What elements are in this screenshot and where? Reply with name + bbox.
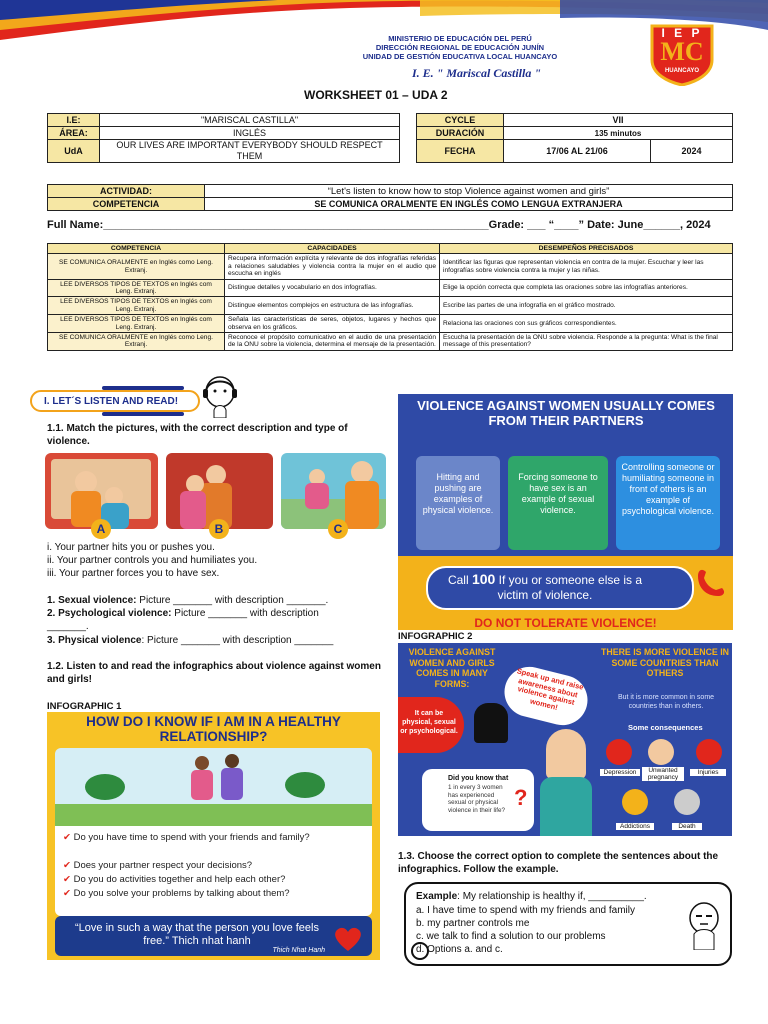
question-1-1	[47, 422, 382, 448]
section-banner-text: I. LET´S LISTEN AND READ!	[44, 396, 179, 407]
q12-text: Listen to and read the infographics about violence against women and girls!	[47, 661, 381, 685]
competence-value: SE COMUNICA ORALMENTE EN INGLÉS COMO LENGUA EXTRANJERA	[205, 198, 733, 211]
comp-cell: LEE DIVERSOS TIPOS DE TEXTOS en Inglés com Leng. Extranj.	[48, 279, 225, 297]
logo-top-text: I E P	[661, 26, 703, 40]
quote-signature: Thich Nhat Hanh	[272, 947, 325, 954]
performance-cell: Escucha la presentación de la ONU sobre violencia. Responde a la pregunta: What is the final message of this presentation?	[440, 333, 733, 351]
area-value: INGLÉS	[100, 127, 400, 140]
pregnancy-icon	[648, 739, 674, 765]
comp-header-competencia: COMPETENCIA	[48, 244, 225, 254]
poster-box-sexual: Forcing someone to have sex is an example of sexual violence.	[508, 456, 608, 550]
competency-table	[47, 243, 733, 351]
woman-body	[540, 777, 592, 836]
match-physical[interactable]	[47, 634, 377, 647]
regional-line: DIRECCIÓN REGIONAL DE EDUCACIÓN JUNÍN	[375, 43, 545, 52]
uda-label: UdA	[48, 140, 100, 163]
comp-cell: SE COMUNICA ORALMENTE en Inglés como Leng. Extranj.	[48, 333, 225, 351]
info-table-right	[416, 113, 733, 163]
table-row	[48, 279, 733, 297]
heart-icon	[333, 926, 363, 952]
school-name: I. E. " Mariscal Castilla "	[412, 66, 542, 80]
thinking-character-icon	[682, 900, 726, 950]
option-c[interactable]: c. we talk to find a solution to our problems	[416, 931, 606, 942]
year-value: 2024	[651, 140, 733, 163]
capacity-cell: Señala las características de seres, objetos, lugares y hechos que observa en los gráficos.	[225, 315, 440, 333]
injuries-icon	[696, 739, 722, 765]
headphones-character-icon	[200, 374, 240, 418]
table-row	[48, 315, 733, 333]
option-a[interactable]: a. I have time to spend with my friends and family	[416, 905, 635, 916]
comp-cell: LEE DIVERSOS TIPOS DE TEXTOS en Inglés com Leng. Extranj.	[48, 297, 225, 315]
comp-header-desempenos: DESEMPEÑOS PRECISADOS	[440, 244, 733, 254]
duration-value: 135 minutos	[504, 127, 733, 140]
quote-text: “Love in such a way that the person you love feels free.” Thich nhat hanh	[75, 922, 319, 947]
area-label: ÁREA:	[48, 127, 100, 140]
q11-text: Match the pictures, with the correct description and type of violence.	[47, 423, 348, 447]
depression-icon	[606, 739, 632, 765]
conseq-addictions: Addictions	[616, 823, 654, 830]
infographic-2-label: INFOGRAPHIC 2	[398, 631, 473, 642]
comp-header-capacidades: CAPACIDADES	[225, 244, 440, 254]
picture-label-b: B	[209, 519, 229, 539]
poster-footer: DO NOT TOLERATE VIOLENCE!	[474, 616, 657, 630]
question-1-2	[47, 660, 382, 686]
uda-value: OUR LIVES ARE IMPORTANT EVERYBODY SHOULD RESPECT THEM	[100, 140, 400, 163]
match-sexual[interactable]	[47, 594, 367, 607]
info-table-left	[47, 113, 400, 163]
performance-cell: Elige la opción correcta que completa las oraciones sobre las infografías anteriores.	[440, 279, 733, 297]
capacity-cell: Distingue elementos complejos en estructura de las infografías.	[225, 297, 440, 315]
infographic-2-right-title: THERE IS MORE VIOLENCE IN SOME COUNTRIES THAN OTHERS	[600, 647, 730, 678]
list-item: ✔ Does your partner respect your decisions?	[63, 860, 253, 871]
match-sexual-text: Picture _______ with description _______.	[136, 595, 329, 606]
comp-cell: SE COMUNICA ORALMENTE en Inglés como Leng. Extranj.	[48, 254, 225, 279]
cycle-label: CYCLE	[417, 114, 504, 127]
logo-mid-text: MC	[660, 37, 704, 66]
speech-bubble: Speak up and raise awareness about violence against women!	[499, 662, 593, 731]
capacity-cell: Distingue detalles y vocabulario en dos infografías.	[225, 279, 440, 297]
picture-b	[166, 453, 273, 529]
match-phys-text: : Picture _______ with description _______	[141, 635, 334, 646]
fecha-value: 17/06 AL 21/06	[504, 140, 651, 163]
infographic-1-scene	[55, 748, 372, 826]
match-psych-label: 2. Psychological violence:	[47, 608, 172, 619]
match-phys-label: 3. Physical violence	[47, 635, 142, 646]
q13-text: Choose the correct option to complete the sentences about the infographics. Follow the example.	[398, 851, 719, 875]
conseq-depression: Depression	[600, 769, 640, 776]
conseq-injuries: Injuries	[690, 769, 726, 776]
match-psych-text: Picture _______ with description _______.	[47, 608, 319, 632]
q13-number: 1.3.	[398, 851, 415, 862]
infographic-2-left-title: VIOLENCE AGAINST WOMEN AND GIRLS COMES IN MANY FORMS:	[408, 647, 496, 689]
q11-number: 1.1.	[47, 423, 64, 434]
competence-label: COMPETENCIA	[48, 198, 205, 211]
phone-icon	[692, 566, 726, 600]
ugel-line: UNIDAD DE GESTIÓN EDUCATIVA LOCAL HUANCAYO	[362, 52, 558, 61]
poster-call-box	[426, 566, 694, 610]
option-b[interactable]: b. my partner controls me	[416, 918, 530, 929]
full-name-line[interactable]: Full Name:_______________________________________________________________Grade: ___ “____” Date: June______, 2024	[47, 219, 711, 231]
death-icon	[674, 789, 700, 815]
violence-poster	[398, 394, 733, 630]
selected-option-circle	[411, 942, 429, 960]
performance-cell: Escribe las partes de una infografía en el gráfico mostrado.	[440, 297, 733, 315]
quote-box	[55, 916, 372, 956]
conseq-death: Death	[672, 823, 702, 830]
description-i: i. Your partner hits you or pushes you.	[47, 542, 215, 553]
list-item: ✔ Do you do activities together and help each other?	[63, 874, 286, 885]
did-you-know-box: Did you know that 1 in every 3 women has experienced sexual or physical violence in their life? ?	[422, 769, 534, 831]
consequences-title: Some consequences	[628, 723, 703, 732]
question-1-3	[398, 850, 733, 876]
ie-label: I.E:	[48, 114, 100, 127]
match-psychological[interactable]	[47, 607, 357, 633]
poster-title: VIOLENCE AGAINST WOMEN USUALLY COMES FROM THEIR PARTNERS	[417, 398, 715, 428]
description-iii: iii. Your partner forces you to have sex.	[47, 568, 220, 579]
list-item: ✔ Do you solve your problems by talking about them?	[63, 888, 290, 899]
activity-value: “Let's listen to know how to stop Violence against women and girls”	[205, 185, 733, 198]
infographic-2	[398, 643, 732, 836]
cycle-value: VII	[504, 114, 733, 127]
poster-call-text: Call 100 If you or someone else is a victim of violence.	[447, 571, 643, 602]
picture-a	[45, 453, 158, 529]
activity-label: ACTIVIDAD:	[48, 185, 205, 198]
list-item: ✔ Do you have time to spend with your friends and family?	[63, 832, 310, 843]
conseq-pregnancy: Unwanted pregnancy	[642, 767, 684, 781]
example-line: Example: My relationship is healthy if, __________.	[416, 891, 647, 902]
worksheet-title: WORKSHEET 01 – UDA 2	[304, 88, 448, 102]
poster-box-psychological: Controlling someone or humiliating someone in front of others is an example of psychological violence.	[616, 456, 720, 550]
poster-box-physical: Hitting and pushing are examples of physical violence.	[416, 456, 500, 550]
picture-label-a: A	[91, 519, 111, 539]
comp-cell: LEE DIVERSOS TIPOS DE TEXTOS en Inglés com Leng. Extranj.	[48, 315, 225, 333]
ministry-line: MINISTERIO DE EDUCACIÓN DEL PERÚ	[388, 34, 532, 43]
ie-value: "MARISCAL CASTILLA"	[100, 114, 400, 127]
performance-cell: Relaciona las oraciones con sus gráficos correspondientes.	[440, 315, 733, 333]
logo-bottom-text: HUANCAYO	[664, 68, 700, 74]
infographic-1-question-list	[55, 826, 372, 916]
capacity-cell: Recupera información explícita y relevante de dos infografías referidas a relaciones saludables y violencia contra la mujer en el audio que escucha en inglés	[225, 254, 440, 279]
picture-label-c: C	[328, 519, 348, 539]
question-mark-icon: ?	[514, 785, 528, 810]
infographic-2-right-sub: But it is more common in some countries than in others.	[617, 694, 715, 710]
table-row	[48, 254, 733, 279]
woman-stop-icon	[546, 729, 586, 779]
silhouette-icon	[474, 703, 508, 743]
capacity-cell: Reconoce el propósito comunicativo en el audio de una presentación de la ONU sobre la violencia, determina el mensaje de la presentación.	[225, 333, 440, 351]
example-box	[404, 882, 732, 966]
description-ii: ii. Your partner controls you and humiliates you.	[47, 555, 258, 566]
performance-cell: Identificar las figuras que representan violencia en contra de la mujer. Escuchar y leer las infografías sobre violencia contra la mujer y las niñas.	[440, 254, 733, 279]
option-d[interactable]: d. Options a. and c.	[416, 944, 503, 955]
q12-number: 1.2.	[47, 661, 64, 672]
activity-table	[47, 184, 733, 211]
school-logo	[648, 22, 716, 86]
section-banner	[30, 386, 200, 416]
match-sexual-label: 1. Sexual violence:	[47, 595, 137, 606]
table-row	[48, 297, 733, 315]
forms-circle: It can be physical, sexual or psychological.	[398, 697, 464, 753]
infographic-1-title: HOW DO I KNOW IF I AM IN A HEALTHY RELATIONSHIP?	[86, 714, 341, 744]
duration-label: DURACIÓN	[417, 127, 504, 140]
infographic-1	[47, 712, 380, 960]
picture-c	[281, 453, 386, 529]
fecha-label: FECHA	[417, 140, 504, 163]
infographic-1-label: INFOGRAPHIC 1	[47, 701, 122, 712]
table-row	[48, 333, 733, 351]
addictions-icon	[622, 789, 648, 815]
